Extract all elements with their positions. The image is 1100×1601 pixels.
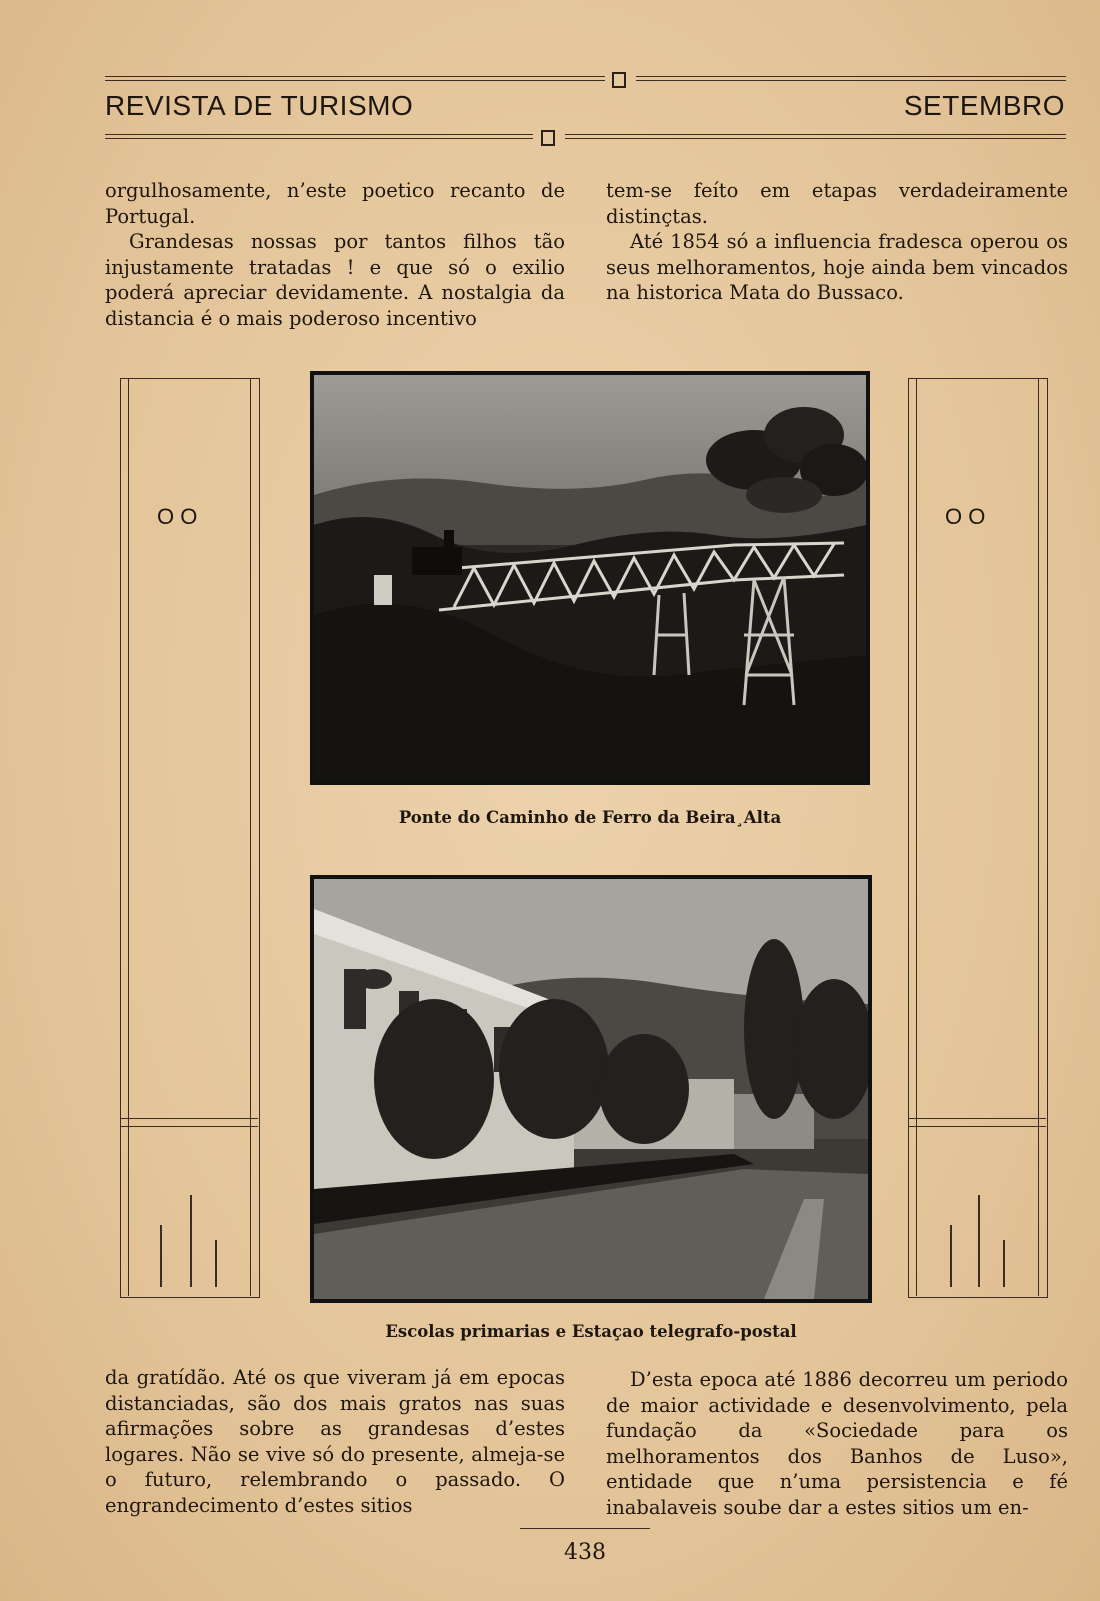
header-ornament-square-lower bbox=[541, 130, 555, 146]
photo-railway-bridge bbox=[310, 371, 870, 785]
panel-divider bbox=[120, 1118, 258, 1119]
ornament-circles: O O bbox=[157, 504, 198, 529]
ornament-tick bbox=[215, 1240, 217, 1287]
ornament-tick bbox=[190, 1195, 192, 1287]
paragraph: D’esta epoca até 1886 decorreu um periodo de maior actividade e desenvolvimento, pela fundação da «Sociedade para os melhoramentos dos Banhos de Luso», entidade que n’uma persistencia e fé inabalaveis soube dar a estes sitios um en- bbox=[606, 1368, 1068, 1519]
figure-caption: Ponte do Caminho de Ferro da Beira¸Alta bbox=[398, 808, 782, 827]
header-rule-top-right bbox=[636, 76, 1066, 81]
ornament-tick bbox=[160, 1225, 162, 1287]
header-rule-bottom-right bbox=[565, 134, 1066, 139]
ornament-tick bbox=[978, 1195, 980, 1287]
panel-line bbox=[250, 378, 251, 1296]
photo-schools-station bbox=[310, 875, 872, 1303]
header-rule-bottom-left bbox=[105, 134, 533, 139]
text-column-top-left bbox=[105, 178, 565, 331]
ornament-tick bbox=[950, 1225, 952, 1287]
paragraph: Até 1854 só a influencia fradesca operou os seus melhoramentos, hoje ainda bem vincados na historica Mata do Bussaco. bbox=[606, 230, 1068, 304]
figure-caption: Escolas primarias e Estaçao telegrafo-postal bbox=[385, 1322, 797, 1341]
text-column-bottom-left bbox=[105, 1365, 565, 1518]
journal-title: REVISTA DE TURISMO bbox=[105, 90, 414, 121]
text-column-bottom-right bbox=[606, 1367, 1068, 1520]
ornament-tick bbox=[1003, 1240, 1005, 1287]
paragraph: tem-se feíto em etapas verdadeiramente distinçtas. bbox=[606, 179, 1068, 228]
panel-divider bbox=[120, 1126, 258, 1127]
panel-line bbox=[916, 378, 917, 1296]
panel-divider bbox=[908, 1126, 1046, 1127]
page-number: 438 bbox=[564, 1540, 606, 1565]
footer-rule bbox=[520, 1528, 650, 1529]
paragraph: orgulhosamente, n’este poetico recanto de Portugal. bbox=[105, 179, 565, 228]
paragraph: da gratídão. Até os que viveram já em epocas distanciadas, são dos mais gratos nas suas afirmações sobre as grandesas d’estes logares. Não se vive só do presente, almeja-se o futuro, relembrando o passado. O engrandecimento d’estes sitios bbox=[105, 1366, 565, 1517]
panel-line bbox=[128, 378, 129, 1296]
paragraph: Grandesas nossas por tantos filhos tão injustamente tratadas ! e que só o exilio poderá apreciar devidamente. A nostalgia da distancia é o mais poderoso incentivo bbox=[105, 230, 565, 330]
journal-month: SETEMBRO bbox=[903, 90, 1065, 121]
header-rule-top-left bbox=[105, 76, 605, 81]
ornament-circles: O O bbox=[945, 504, 986, 529]
panel-line bbox=[1038, 378, 1039, 1296]
text-column-top-right bbox=[606, 178, 1068, 306]
header-ornament-square bbox=[612, 72, 626, 88]
panel-divider bbox=[908, 1118, 1046, 1119]
bridge-illustration bbox=[314, 375, 866, 781]
street-illustration bbox=[314, 879, 868, 1299]
